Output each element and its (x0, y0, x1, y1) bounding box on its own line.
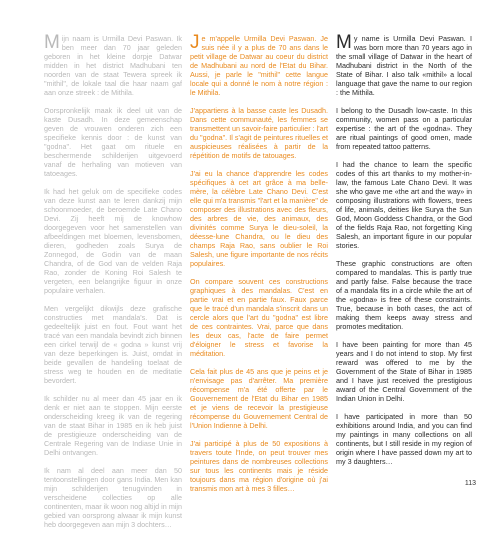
paragraph (44, 34, 182, 97)
paragraph: Oorspronkelijk maak ik deel uit van de kaste Dusadh. In deze gemeenschap geven de vrouwen onderen zich een specifieke kennis door : de kunst van "godna". Het gaat om rituele en beschermende schilderijen uitgevoerd vanaf de herhaling van motieven van tatoeages. (44, 106, 182, 178)
page-number: 113 (464, 480, 476, 487)
paragraph (336, 34, 472, 97)
paragraph: On compare souvent ces constructions graphiques à des mandalas. C'est en partie vrai et en partie faux. Faux parce que le tracé d'un mandala s'inscrit dans un cercle alors que l'art du "godna" est libre de ces contraintes. Vrai, parce que dans les deux cas, l'acte de faire permet d'éloigner le stress et favorise la méditation. (190, 277, 328, 358)
paragraph: These graphic constructions are often compared to mandalas. This is partly true and partly false. False because the trace of a mandala fits in a circle while the art of the «godna» is free of these constraints. True, because in both cases, the act of making them keeps away stress and promotes meditation. (336, 259, 472, 331)
paragraph: Ik had het geluk om de specifieke codes van deze kunst aan te leren dankzij mijn schoonmoeder, de beroemde Late Chano Devi. Zij heeft mij de knowhow doorgegeven voor het samenstellen van afbeeldingen met bloemen, levensbomen, dieren, godheden zoals Surya de Zonnegod, de Godin van de maan Chandra, of de God van de velden Raja Rao, zonder de Koning Roi Salesh te vergeten, een belangrijke figuur in onze populaire verhalen. (44, 187, 182, 295)
paragraph: Men vergelijkt dikwijls deze grafische constructies met mandala's. Dat is gedeeltelijk juist en fout. Fout want het tracé van een mandala bevindt zich binnen een cirkel terwijl de « godna » kunst vrij van deze beperkingen is. Juist, omdat in beide gevallen de handeling toelaat de stress weg te houden en de meditatie bevordert. (44, 304, 182, 385)
paragraph-text: ijn naam is Urmilla Devi Paswan. Ik ben meer dan 70 jaar geleden geboren in het kleine dorpje Datwar midden in het district Madhubani ten noorden van de staat Tewera spreek ik "mithil", de lokale taal die haar naam gaf aan onze streek : de Mithila. (44, 34, 182, 97)
paragraph: J'ai participé à plus de 50 expositions à travers toute l'Inde, on peut trouver mes peintures dans de nombreuses collections sur tous les continents mais je réside toujours dans ma région d'origine où j'ai transmis mon art à mes 3 filles… (190, 439, 328, 493)
paragraph: I have been painting for more than 45 years and I do not intend to stop. My first reward was offered to me by the Government of the State of Bihar in 1985 and I have just received the prestigious award of the Central Government of the Indian Union in Delhi. (336, 340, 472, 403)
paragraph: Cela fait plus de 45 ans que je peins et je n'envisage pas d'arrêter. Ma première récompense m'a été offerte par le Gouvernement de l'Etat du Bihar en 1985 et je viens de recevoir la prestigieuse récompense du Gouvernement Central de l'Union Indienne à Delhi. (190, 367, 328, 430)
paragraph: J'appartiens à la basse caste les Dusadh. Dans cette communauté, les femmes se transmettent un savoir-faire particulier : l'art du "godna". Il s'agit de peintures rituelles et auspicieuses réalisées à partir de la répétition de motifs de tatouages. (190, 106, 328, 160)
dropcap: M (336, 32, 352, 53)
french-column (190, 34, 328, 502)
dutch-column (44, 34, 182, 538)
paragraph-text: y name is Urmilla Devi Paswan. I was born more than 70 years ago in the small village of Datwar in the heart of Madhubani district in the North of the State of Bihar. I also talk «mithil» a local language that gave the name to our region : the Mithila. (336, 34, 472, 97)
paragraph-text: e m'appelle Urmilla Devi Paswan. Je suis née il y a plus de 70 ans dans le petit village de Datwar au coeur du district de Madhubani au nord de l'Etat du Bihar. Aussi, je parle le "mithil" cette langue locale qui a donné le nom à notre région : le Mithila. (190, 34, 328, 97)
dropcap: J (190, 32, 200, 53)
paragraph: Ik schilder nu al meer dan 45 jaar en ik denk er niet aan te stoppen. Mijn eerste onderscheiding kreeg ik van de regering van de staat Bihar in 1985 en ik heb juist de prestigieuze onderscheiding van de Centrale Regering van de Indiase Unie in Delhi ontvangen. (44, 394, 182, 457)
paragraph: J'ai eu la chance d'apprendre les codes spécifiques à cet art grâce à ma belle-mère, la célèbre Late Chano Devi. C'est elle qui m'a transmis "l'art et la manière" de composer des illustrations avec des fleurs, des arbres de vie, des animaux, des divinités comme Surya le dieu-soleil, la déesse-lune Chandra, ou le dieu des champs Raja Rao, sans oublier le Roi Salesh, une figure importante de nos récits populaires. (190, 169, 328, 268)
paragraph: I belong to the Dusadh low-caste. In this community, women pass on a particular expertise : the art of the «godna». They are ritual paintings of good omen, made from repeated tattoo patterns. (336, 106, 472, 151)
dropcap: M (44, 32, 60, 53)
paragraph: Ik nam al deel aan meer dan 50 tentoonstellingen door gans India. Men kan mijn schilderijen tenugvinden in verscheidene collecties op alle continenten, maar ik woon nog altijd in mijn gebied van oorsprong alwaar ik mijn kunst heb doorgegeven aan mijn 3 dochters… (44, 466, 182, 529)
paragraph (190, 34, 328, 97)
paragraph: I had the chance to learn the specific codes of this art thanks to my mother-in-law, the famous Late Chano Devi. It was she who gave me «the art and the way» in composing illustrations with flowers, trees of life, animals, deities like Surya the Sun God, Moon Goddess Chandra, or the God of the fields Raja Rao, not forgetting King Salesh, an important figure in our popular stories. (336, 160, 472, 250)
paragraph: I have participated in more than 50 exhibitions around India, and you can find my paintings in many collections on all continents, but I still reside in my region of origin where I have passed down my art to my 3 daughters… (336, 412, 472, 466)
english-column (336, 34, 472, 475)
